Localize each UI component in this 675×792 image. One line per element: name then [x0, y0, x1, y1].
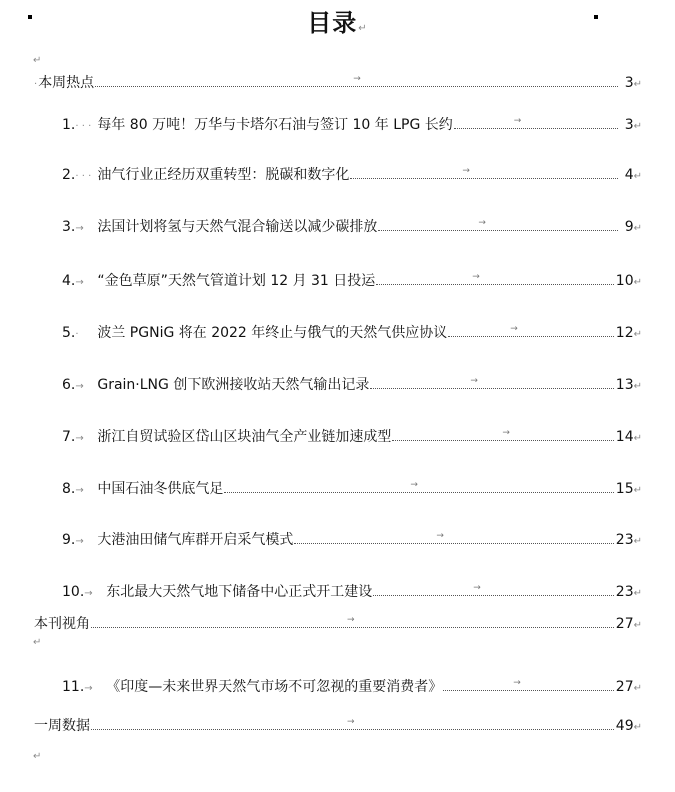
tab-arrow-icon: → — [478, 218, 486, 228]
toc-page-number: 12 — [615, 325, 634, 341]
tab-arrow-icon: → — [510, 324, 518, 334]
tab-gap: · · · — [75, 171, 92, 182]
toc-item-8[interactable] — [62, 478, 642, 498]
paragraph-mark-icon: ↵ — [633, 121, 642, 132]
toc-page-number: 13 — [615, 377, 634, 393]
toc-item-3[interactable] — [62, 216, 642, 236]
dot-leader — [350, 166, 617, 179]
toc-item-label: 东北最大天然气地下储备中心正式开工建设 — [106, 584, 373, 600]
toc-page-number: 23 — [615, 584, 634, 600]
tab-arrow-icon: → — [473, 583, 481, 593]
dot-leader — [443, 678, 614, 691]
toc-section-label: 一周数据 — [34, 718, 90, 734]
paragraph-mark-icon: ↵ — [33, 751, 42, 762]
tab-arrow-icon: → — [472, 272, 480, 282]
tab-gap: → — [75, 223, 84, 234]
toc-item-label: “金色草原”天然气管道计划 12 月 31 日投运 — [97, 273, 376, 289]
toc-item-number: 4. — [62, 273, 76, 289]
paragraph-mark-icon: ↵ — [633, 329, 642, 340]
paragraph-mark-icon: ↵ — [633, 620, 642, 631]
toc-item-number: 10. — [62, 584, 85, 600]
dot-leader — [454, 116, 618, 129]
toc-section-hot-topics[interactable] — [34, 72, 642, 92]
toc-page-number: 4 — [624, 167, 634, 183]
dot-leader — [392, 428, 613, 441]
toc-item-number: 6. — [62, 377, 76, 393]
tab-arrow-icon: → — [502, 428, 510, 438]
dot-leader — [370, 376, 613, 389]
toc-page-number: 23 — [615, 532, 634, 548]
tab-arrow-icon: → — [462, 166, 470, 176]
title-text: 目录 — [307, 9, 358, 37]
tab-arrow-icon: → — [436, 531, 444, 541]
toc-item-label: 大港油田储气库群开启采气模式 — [97, 532, 294, 548]
toc-item-label: 中国石油冬供底气足 — [97, 481, 224, 497]
tab-arrow-icon: → — [347, 615, 355, 625]
toc-item-number: 7. — [62, 429, 76, 445]
tab-arrow-icon: → — [513, 116, 522, 126]
toc-item-number: 9. — [62, 532, 76, 548]
toc-page-number: 27 — [615, 616, 634, 632]
toc-item-label: 每年 80 万吨！万华与卡塔尔石油与签订 10 年 LPG 长约 — [97, 117, 453, 133]
toc-item-number: 5. — [62, 325, 76, 341]
tab-arrow-icon: → — [353, 74, 361, 84]
tab-arrow-icon: → — [470, 376, 478, 386]
page-title — [0, 3, 675, 38]
toc-item-5[interactable] — [62, 322, 642, 342]
dot-leader — [91, 717, 614, 730]
tab-gap: → — [75, 381, 84, 392]
toc-section-label: 本周热点 — [38, 75, 95, 91]
toc-item-7[interactable] — [62, 426, 642, 446]
dot-leader — [224, 480, 613, 493]
dot-leader — [91, 615, 614, 628]
toc-item-10[interactable] — [62, 581, 642, 601]
toc-section-label: 本刊视角 — [34, 616, 90, 632]
dot-leader — [373, 583, 614, 596]
tab-gap: → — [75, 277, 84, 288]
paragraph-mark-icon: ↵ — [358, 23, 368, 34]
paragraph-mark-icon: ↵ — [633, 722, 642, 733]
tab-arrow-icon: → — [347, 717, 355, 727]
toc-item-label: 浙江自贸试验区岱山区块油气全产业链加速成型 — [97, 429, 392, 445]
paragraph-mark-icon: ↵ — [33, 637, 42, 648]
toc-item-9[interactable] — [62, 529, 642, 549]
toc-item-2[interactable] — [62, 164, 642, 184]
toc-item-number: 1. — [62, 117, 76, 133]
paragraph-mark-icon: ↵ — [633, 588, 642, 599]
toc-page-number: 3 — [624, 75, 634, 91]
bullet-dot-icon: · — [34, 79, 38, 90]
tab-arrow-icon: → — [410, 480, 418, 490]
toc-page-number: 15 — [615, 481, 634, 497]
paragraph-mark-icon: ↵ — [633, 485, 642, 496]
paragraph-mark-icon: ↵ — [33, 55, 42, 66]
toc-section-weekly-data[interactable] — [34, 715, 642, 735]
paragraph-mark-icon: ↵ — [633, 79, 642, 90]
tab-gap: · — [75, 329, 79, 340]
toc-section-perspective[interactable] — [34, 613, 642, 633]
tab-gap: → — [84, 588, 93, 599]
paragraph-mark-icon: ↵ — [633, 223, 642, 234]
paragraph-mark-icon: ↵ — [633, 683, 642, 694]
tab-gap: → — [75, 433, 84, 444]
toc-item-1[interactable] — [62, 114, 642, 134]
toc-item-number: 11. — [62, 679, 85, 695]
paragraph-mark-icon: ↵ — [633, 171, 642, 182]
tab-gap: · · · — [75, 121, 92, 132]
toc-item-label: 《印度—未来世界天然气市场不可忽视的重要消费者》 — [106, 679, 443, 695]
toc-page-number: 9 — [624, 219, 634, 235]
toc-page-number: 3 — [624, 117, 634, 133]
toc-item-number: 2. — [62, 167, 76, 183]
toc-item-number: 3. — [62, 219, 76, 235]
toc-item-11[interactable] — [62, 676, 642, 696]
dot-leader — [376, 272, 613, 285]
dot-leader — [95, 74, 617, 87]
paragraph-mark-icon: ↵ — [633, 536, 642, 547]
dot-leader — [378, 218, 617, 231]
dot-leader — [448, 324, 613, 337]
paragraph-mark-icon: ↵ — [633, 381, 642, 392]
toc-page-number: 10 — [615, 273, 634, 289]
toc-item-label: 油气行业正经历双重转型：脱碳和数字化 — [97, 167, 350, 183]
tab-gap: → — [75, 485, 84, 496]
tab-gap: → — [75, 536, 84, 547]
toc-page-number: 49 — [615, 718, 634, 734]
paragraph-mark-icon: ↵ — [633, 433, 642, 444]
paragraph-mark-icon: ↵ — [633, 277, 642, 288]
tab-arrow-icon: → — [513, 678, 521, 688]
tab-gap: → — [84, 683, 93, 694]
toc-page-number: 14 — [615, 429, 634, 445]
toc-item-label: 波兰 PGNiG 将在 2022 年终止与俄气的天然气供应协议 — [97, 325, 448, 341]
toc-item-label: 法国计划将氢与天然气混合输送以减少碳排放 — [97, 219, 378, 235]
dot-leader — [294, 531, 613, 544]
toc-item-label: Grain·LNG 创下欧洲接收站天然气输出记录 — [97, 377, 370, 393]
toc-item-4[interactable] — [62, 270, 642, 290]
toc-item-number: 8. — [62, 481, 76, 497]
toc-page-number: 27 — [615, 679, 634, 695]
toc-item-6[interactable] — [62, 374, 642, 394]
